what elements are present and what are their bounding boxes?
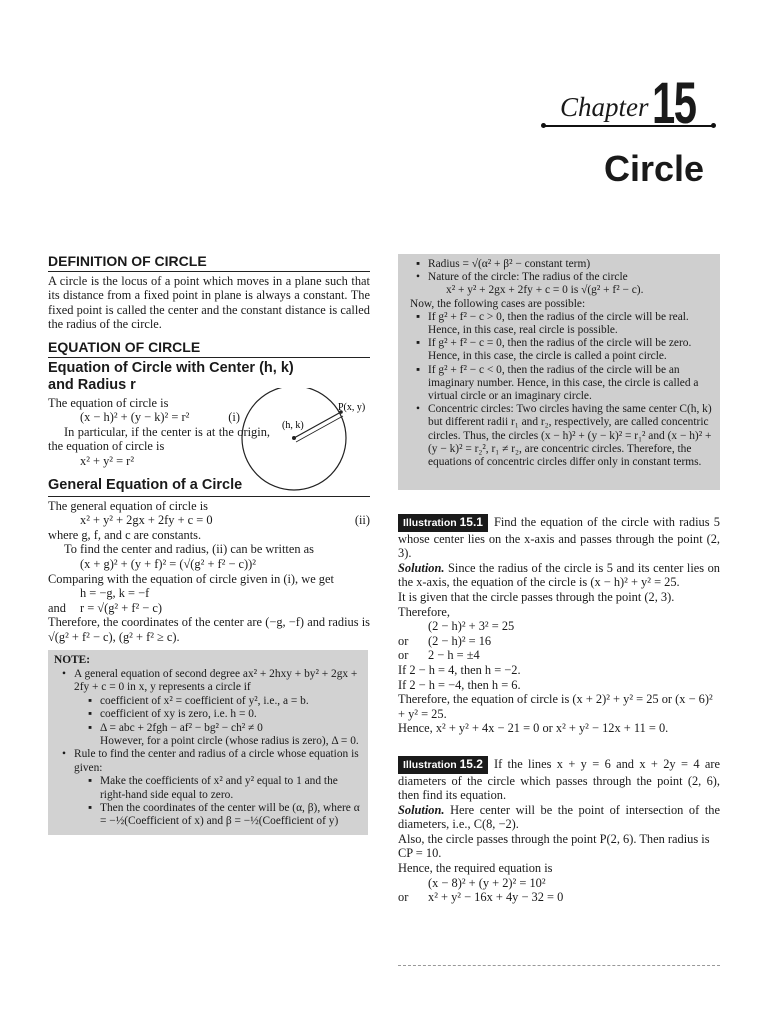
rule-dot-left [541, 123, 546, 128]
general-equation-text: x² + y² + 2gx + 2fy + c = 0 [80, 513, 213, 528]
step-row [398, 648, 720, 663]
illustration-1 [398, 514, 720, 561]
general-equation [48, 513, 370, 528]
equation-number: (i) [228, 410, 240, 425]
cases-intro: Now, the following cases are possible: [410, 297, 586, 310]
note-sublist [74, 695, 362, 749]
note-subitem: ▪ coefficient of x² = coefficient of y², i.e., a = b. [92, 695, 362, 708]
center-equation [48, 410, 240, 425]
step-equation-1: (x − 8)² + (y + 2)² = 10² [428, 875, 546, 890]
solution-text: Here center will be the point of intersection of the diameters, i.e., C(8, −2). [398, 802, 720, 832]
center-equation-text: (x − h)² + (y − k)² = r² [80, 410, 190, 425]
concentric-item: • Concentric circles: Two circles having the same center C(h, k) but different radii r₁ and r₂, respectively, are called concentric circles. Thus, the circles (x − h)² + (y − k)² = r₁² and (x − h)² + (y − k)² = r₂², r₁ ≠ r₂, are concentric circles. Therefore, the equations of concentric circles differ only in constant terms. [420, 403, 712, 469]
case-line-1: If 2 − h = 4, then h = −2. [398, 662, 521, 677]
solution-text-3: Hence, the required equation is [398, 861, 553, 876]
general-where: where g, f, and c are constants. [48, 527, 202, 542]
page-title: Circle [604, 148, 705, 189]
note-subitem [92, 722, 362, 749]
radius-nature-box [398, 254, 720, 490]
note-bullet [66, 668, 362, 748]
hk-equation: h = −g, k = −f [80, 586, 150, 601]
step-equation-2: (2 − h)² = 16 [428, 633, 492, 648]
chapter-label: Chapter [560, 92, 649, 122]
or-word: or [398, 648, 409, 663]
center-label: (h, k) [282, 420, 304, 431]
illustration-tag [398, 756, 488, 774]
chapter-number: 15 [652, 71, 696, 136]
left-column [48, 254, 370, 835]
rewrite-equation: (x + g)² + (y + f)² = (√(g² + f² − c))² [80, 556, 257, 571]
result-line: Therefore, the equation of circle is (x + 2)² + y² = 25 or (x − 6)² + y² = 25. [398, 692, 713, 721]
case-line-2: If 2 − h = −4, then h = 6. [398, 677, 521, 692]
cases-list [410, 311, 712, 403]
solution-1 [398, 561, 720, 590]
note-subitem: ▪ coefficient of xy is zero, i.e. h = 0. [92, 708, 362, 721]
compare-text: Comparing with the equation of circle given in (i), we get [48, 571, 334, 586]
nature-equation: x² + y² + 2gx + 2fy + c = 0 is √(g² + f² − c). [446, 284, 644, 297]
illustration-label: Illustration [403, 758, 457, 771]
nature-item [420, 271, 712, 297]
right-column [398, 254, 720, 905]
center-intro: The equation of circle is [48, 395, 169, 410]
solution-label: Solution. [398, 802, 445, 817]
point-circle-note: However, for a point circle (whose radius is zero), Δ = 0. [100, 734, 359, 747]
note-title: NOTE: [54, 654, 91, 667]
illustration-tag [398, 514, 488, 532]
step-row [398, 890, 720, 905]
illustration-number: 15.1 [459, 515, 483, 529]
bottom-rule [398, 965, 720, 966]
therefore-text: Therefore, the coordinates of the center are (−g, −f) and radius is √(g² + f² − c), (g² + f² ≥ c). [48, 615, 370, 644]
definition-heading: DEFINITION OF CIRCLE [48, 253, 207, 269]
circle-figure [238, 388, 378, 498]
case-point: ▪ If g² + f² − c = 0, then the radius of the circle will be zero. Hence, in this case, the circle is called a point circle. [420, 337, 712, 363]
note-bullet [66, 748, 362, 828]
note-sublist [74, 775, 362, 829]
r-equation-row [48, 601, 370, 616]
note-box [48, 650, 368, 834]
delta-condition: Δ = abc + 2fgh − af² − bg² − ch² ≠ 0 [100, 721, 263, 734]
concentric-list [410, 403, 712, 469]
rule-dot-right [711, 123, 716, 128]
or-word: or [398, 890, 409, 905]
note-subitem: ▪ Make the coefficients of x² and y² equal to 1 and the right-hand side equal to zero. [92, 775, 362, 802]
nature-text: Nature of the circle: The radius of the circle [428, 271, 628, 284]
final-line: Hence, x² + y² + 4x − 21 = 0 or x² + y² − 12x + 11 = 0. [398, 721, 669, 736]
step-equation-1: (2 − h)² + 3² = 25 [428, 619, 515, 634]
step-equation-3: 2 − h = ±4 [428, 648, 480, 663]
solution-text-2: Also, the circle passes through the point P(2, 6). Then radius is CP = 10. [398, 831, 710, 861]
or-word: or [398, 633, 409, 648]
point-label: P(x, y) [338, 402, 366, 413]
center-radius-heading: Equation of Circle with Center (h, k) and Radius r [48, 359, 294, 393]
r-equation: r = √(g² + f² − c) [80, 600, 162, 615]
origin-equation: x² + y² = r² [80, 453, 135, 468]
case-real: ▪ If g² + f² − c > 0, then the radius of the circle will be real. Hence, in this case, real circle is possible. [420, 311, 712, 337]
find-center-text: To find the center and radius, (ii) can be written as [64, 542, 314, 557]
illustration-question: Find the equation of the circle with radius 5 whose center lies on the x-axis and passes through the point (2, 3). [398, 515, 720, 561]
note-text: A general equation of second degree ax² + 2hxy + by² + 2gx + 2fy + c = 0 in x, y represents a circle if [74, 667, 358, 694]
solution-label: Solution. [398, 560, 445, 575]
chapter-rule [543, 125, 713, 127]
definition-text: A circle is the locus of a point which moves in a plane such that its distance from a fixed point in plane is always a constant. The fixed point is called the center and the constant distance is called the radius of the circle. [48, 273, 370, 332]
case-imaginary: ▪ If g² + f² − c < 0, then the radius of the circle will be an imaginary number. Hence, in this case, the circle is called a virtual circle or an imaginary circle. [420, 364, 712, 404]
equation-heading: EQUATION OF CIRCLE [48, 338, 201, 355]
step-equation-2: x² + y² − 16x + 4y − 32 = 0 [428, 890, 564, 905]
general-heading: General Equation of a Circle [48, 476, 243, 493]
solution-text: Since the radius of the circle is 5 and its center lies on the x-axis, the equation of the circle is (x − h)² + y² = 25. [398, 560, 720, 590]
step-row [398, 634, 720, 649]
heading-rule [48, 271, 370, 272]
general-intro: The general equation of circle is [48, 498, 208, 513]
note-text: Rule to find the center and radius of a circle whose equation is given: [74, 748, 359, 774]
equation-number: (ii) [354, 513, 370, 528]
illustration-2 [398, 756, 720, 803]
box-list [410, 258, 712, 298]
radius-formula: ▪ Radius = √(α² + β² − constant term) [420, 258, 712, 271]
note-subitem: ▪ Then the coordinates of the center will be (α, β), where α = −½(Coefficient of x) and β = −½(Coefficient of y) [92, 802, 362, 829]
solution-2 [398, 803, 720, 832]
and-word: and [48, 600, 66, 615]
solution-text-2: It is given that the circle passes through the point (2, 3). Therefore, [398, 589, 675, 619]
heading-rule [48, 357, 370, 358]
illustration-label: Illustration [403, 517, 457, 529]
illustration-number: 15.2 [459, 756, 483, 771]
origin-text: In particular, if the center is at the origin, the equation of circle is [48, 424, 270, 454]
note-list [54, 668, 362, 829]
illustration-question: If the lines x + y = 6 and x + 2y = 4 are diameters of the circle which passes through the point (2, 6), then find its equation. [398, 756, 720, 803]
